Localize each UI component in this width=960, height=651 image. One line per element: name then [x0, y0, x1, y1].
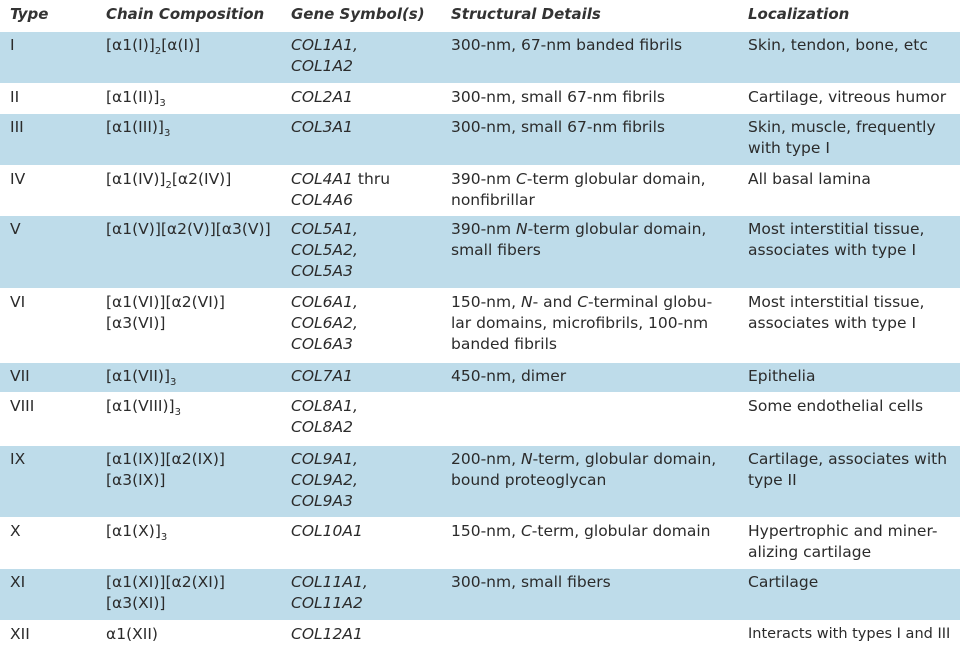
type-cell: XI: [10, 573, 26, 591]
type-cell: III: [10, 118, 24, 136]
table-row: [0, 620, 960, 651]
structure-cell: 150-nm, N- and C-terminal globu- lar domains, microfibrils, 100-nm banded fibrils: [451, 293, 713, 353]
chain-cell: [α1(IX)][α2(IX)] [α3(IX)]: [106, 450, 225, 489]
type-cell: I: [10, 36, 15, 54]
type-cell: II: [10, 88, 20, 106]
chain-cell: [α1(V)][α2(V)][α3(V)]: [106, 220, 271, 238]
chain-cell: [α1(XI)][α2(XI)] [α3(XI)]: [106, 573, 225, 612]
chain-cell: $[\alpha 1(VII)]_3$: [106, 367, 177, 388]
header-chain-composition: Chain Composition: [106, 5, 265, 23]
structure-cell: 300-nm, small 67-nm fibrils: [451, 118, 665, 136]
chain-cell: $[\alpha 1(III)]_3$: [106, 118, 171, 139]
chain-cell: $[\alpha 1(IV)]_2[\alpha 2(IV)]$: [106, 170, 232, 191]
chain-cell: $[\alpha 1(VIII)]_3$: [106, 397, 181, 418]
localization-cell: Hypertrophic and miner- alizing cartilage: [748, 522, 938, 561]
chain-cell: α1(XII): [106, 625, 158, 643]
localization-cell: Interacts with types I and III: [748, 626, 951, 642]
type-cell: IV: [10, 170, 26, 188]
localization-cell: Some endothelial cells: [748, 397, 924, 415]
table-row: [0, 362, 960, 392]
type-cell: IX: [10, 450, 26, 468]
structure-cell: 390-nm C-term globular domain, nonfibrillar: [451, 170, 706, 209]
chain-cell: [α1(VI)][α2(VI)] [α3(VI)]: [106, 293, 225, 332]
header-gene-symbols: Gene Symbol(s): [291, 5, 425, 23]
header-localization: Localization: [748, 5, 850, 23]
localization-cell: All basal lamina: [748, 170, 871, 188]
type-cell: VIII: [10, 397, 35, 415]
table-header: [0, 0, 960, 31]
table-row: [0, 568, 960, 620]
structure-cell: 200-nm, N-term, globular domain, bound proteoglycan: [451, 450, 717, 489]
localization-cell: Skin, tendon, bone, etc: [748, 36, 928, 54]
table-row: [0, 288, 960, 362]
localization-cell: Cartilage: [748, 573, 819, 591]
localization-cell: Most interstitial tissue, associates with type I: [748, 220, 925, 259]
structure-cell: 450-nm, dimer: [451, 367, 567, 385]
structure-cell: 390-nm N-term globular domain, small fibers: [451, 220, 707, 259]
header-structural-details: Structural Details: [451, 5, 601, 23]
structure-cell: 300-nm, small fibers: [451, 573, 611, 591]
table-row: [0, 31, 960, 83]
table-row: [0, 215, 960, 288]
gene-cell: COL1A1, COL1A2: [291, 36, 358, 75]
gene-cell: COL12A1: [291, 625, 363, 643]
gene-cell: COL5A1, COL5A2, COL5A3: [291, 220, 358, 280]
gene-cell: COL10A1: [291, 522, 363, 540]
table-row: [0, 113, 960, 165]
table-row: [0, 165, 960, 215]
type-cell: XII: [10, 625, 30, 643]
type-cell: V: [10, 220, 21, 238]
table-row: [0, 517, 960, 568]
structure-cell: 300-nm, small 67-nm fibrils: [451, 88, 665, 106]
type-cell: VI: [10, 293, 26, 311]
table-row: [0, 83, 960, 113]
localization-cell: Skin, muscle, frequently with type I: [748, 118, 936, 157]
type-cell: X: [10, 522, 21, 540]
type-cell: VII: [10, 367, 30, 385]
gene-cell: COL9A1, COL9A2, COL9A3: [291, 450, 358, 510]
table-row: [0, 392, 960, 445]
chain-cell: $[\alpha 1(I)]_2[\alpha(I)]$: [106, 36, 201, 57]
localization-cell: Most interstitial tissue, associates with type I: [748, 293, 925, 332]
localization-cell: Epithelia: [748, 367, 816, 385]
chain-cell: $[\alpha 1(X)]_3$: [106, 522, 168, 543]
header-type: Type: [10, 5, 49, 23]
gene-cell: COL7A1: [291, 367, 353, 385]
localization-cell: Cartilage, vitreous humor: [748, 88, 947, 106]
gene-cell: COL4A1 thru COL4A6: [291, 170, 391, 209]
structure-cell: 300-nm, 67-nm banded fibrils: [451, 36, 683, 54]
structure-cell: 150-nm, C-term, globular domain: [451, 522, 711, 540]
gene-cell: COL8A1, COL8A2: [291, 397, 358, 436]
gene-cell: COL2A1: [291, 88, 353, 106]
chain-cell: $[\alpha 1(II)]_3$: [106, 88, 166, 109]
table-row: [0, 445, 960, 517]
gene-cell: COL6A1, COL6A2, COL6A3: [291, 293, 358, 353]
localization-cell: Cartilage, associates with type II: [748, 450, 948, 489]
gene-cell: COL3A1: [291, 118, 353, 136]
gene-cell: COL11A1, COL11A2: [291, 573, 368, 612]
